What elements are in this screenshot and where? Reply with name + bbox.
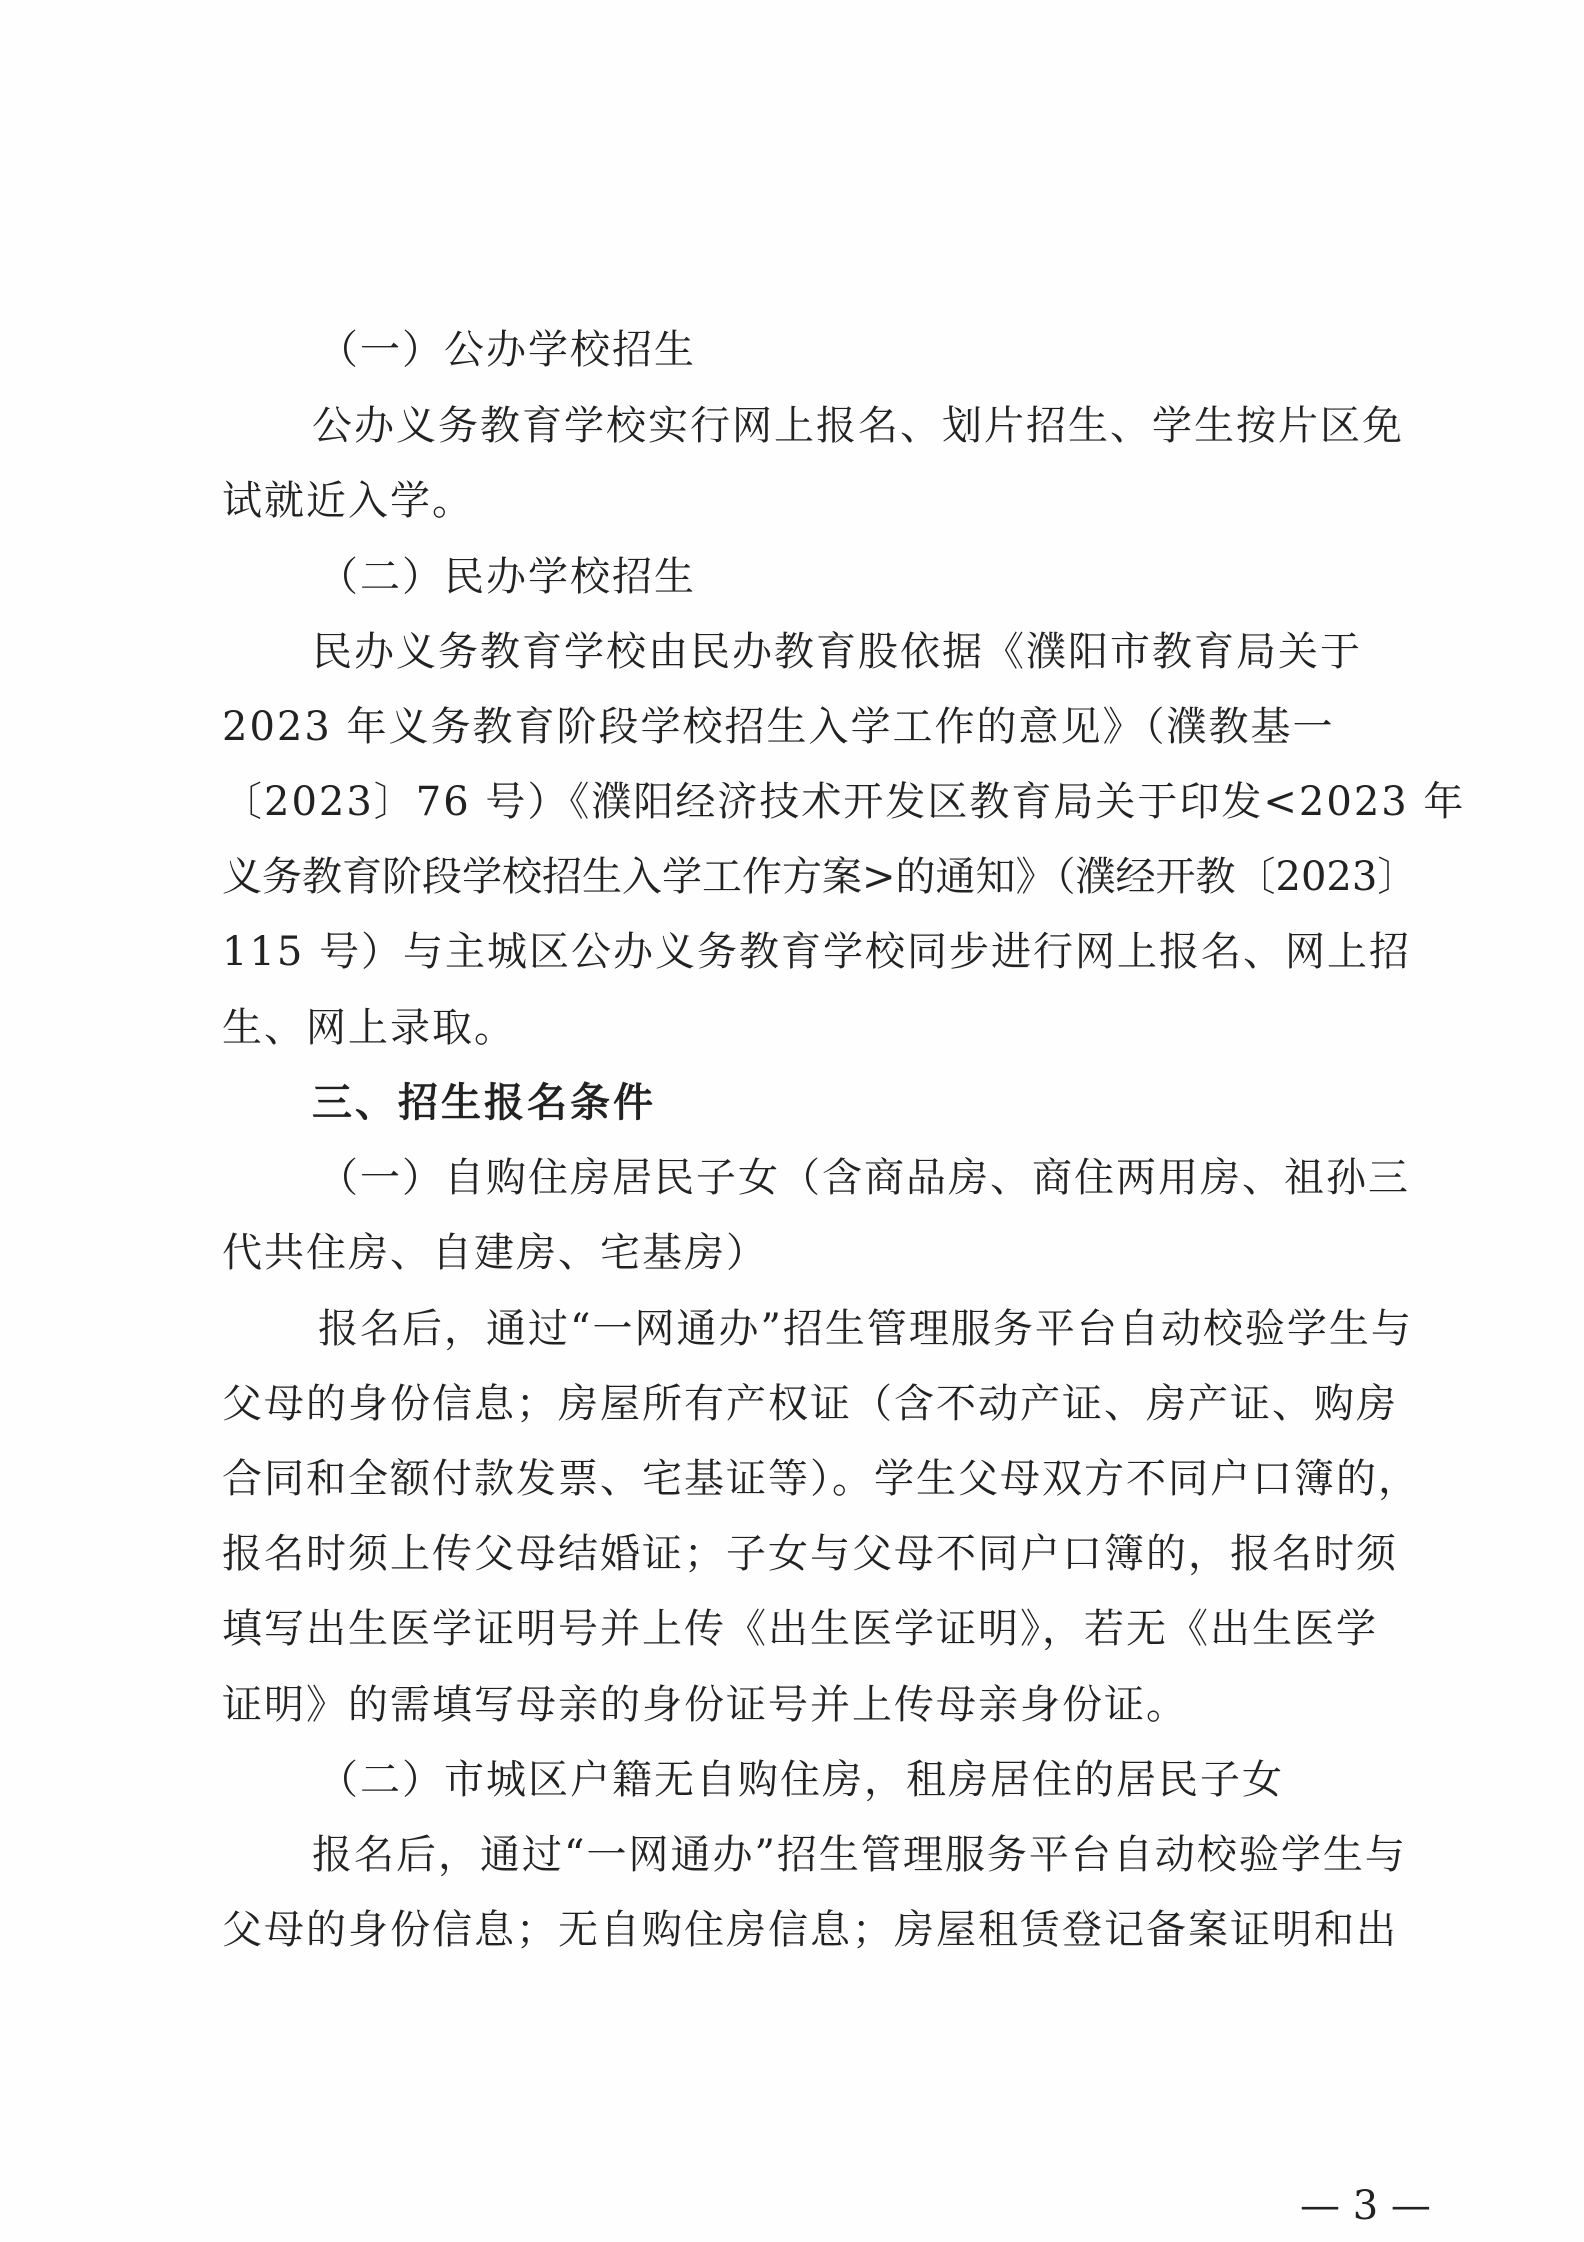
paragraph-line: 〔2023〕76 号）《濮阳经济技术开发区教育局关于印发<2023 年 xyxy=(222,779,1466,825)
paragraph-line: 民办义务教育学校由民办教育股依据《濮阳市教育局关于 xyxy=(312,629,1362,675)
paragraph-line: 父母的身份信息；房屋所有产权证（含不动产证、房产证、购房 xyxy=(222,1381,1398,1427)
section-heading: 三、招生报名条件 xyxy=(312,1080,656,1126)
paragraph-line: 115 号）与主城区公办义务教育学校同步进行网上报名、网上招 xyxy=(222,929,1412,975)
paragraph-line: 填写出生医学证明号并上传《出生医学证明》，若无《出生医学 xyxy=(222,1606,1378,1652)
paragraph-line: 试就近入学。 xyxy=(222,478,474,524)
paragraph-line: 报名后，通过“一网通办”招生管理服务平台自动校验学生与 xyxy=(318,1306,1413,1352)
paragraph-line: 报名后，通过“一网通办”招生管理服务平台自动校验学生与 xyxy=(312,1832,1407,1878)
subheading-owned-housing: （一）自购住房居民子女（含商品房、商住两用房、祖孙三 xyxy=(318,1155,1410,1201)
paragraph-line: 2023 年义务教育阶段学校招生入学工作的意见》（濮教基一 xyxy=(222,704,1335,750)
page-number: — 3 — xyxy=(1300,2183,1431,2229)
paragraph-line: 合同和全额付款发票、宅基证等）。学生父母双方不同户口簿的， xyxy=(222,1456,1420,1502)
subheading-public-school: （一）公办学校招生 xyxy=(318,327,696,373)
subheading-rented-housing: （二）市城区户籍无自购住房，租房居住的居民子女 xyxy=(318,1757,1284,1803)
subheading-private-school: （二）民办学校招生 xyxy=(318,554,696,600)
paragraph-line: 义务教育阶段学校招生入学工作方案>的通知》（濮经开教〔2023〕 xyxy=(222,854,1418,900)
paragraph-line: 证明》的需填写母亲的身份证号并上传母亲身份证。 xyxy=(222,1682,1188,1728)
paragraph-line: 生、网上录取。 xyxy=(222,1005,516,1051)
paragraph-line: 公办义务教育学校实行网上报名、划片招生、学生按片区免 xyxy=(312,403,1404,449)
paragraph-line: 代共住房、自建房、宅基房） xyxy=(222,1230,768,1276)
paragraph-line: 父母的身份信息；无自购住房信息；房屋租赁登记备案证明和出 xyxy=(222,1907,1398,1953)
paragraph-line: 报名时须上传父母结婚证；子女与父母不同户口簿的，报名时须 xyxy=(222,1531,1398,1577)
